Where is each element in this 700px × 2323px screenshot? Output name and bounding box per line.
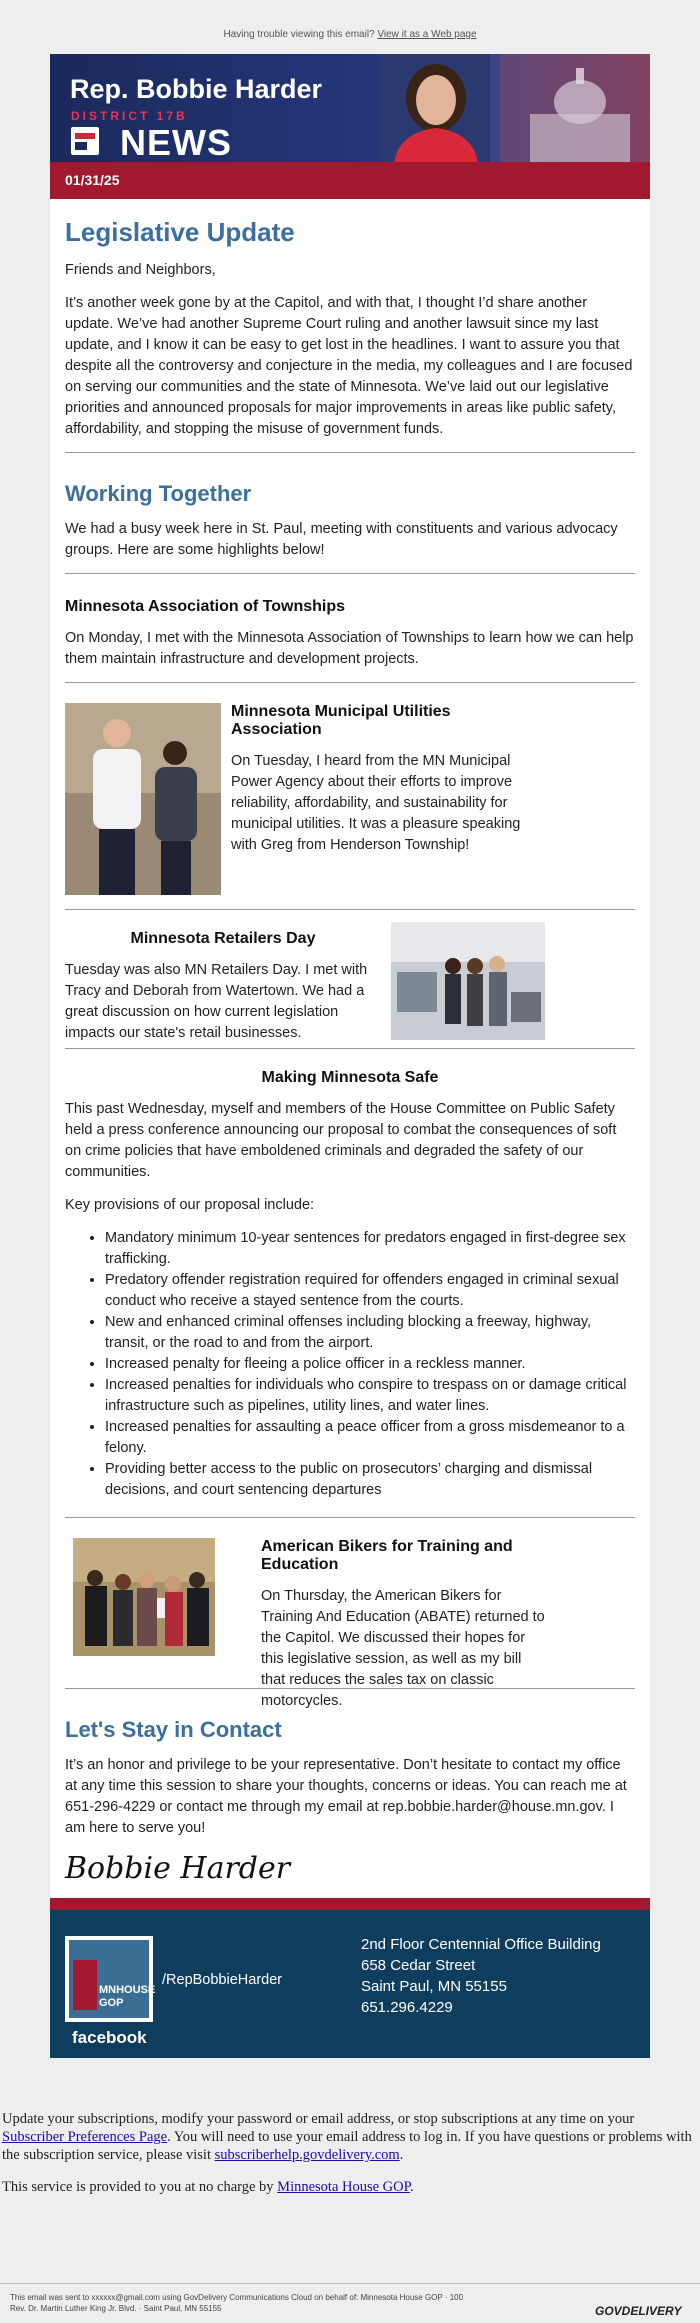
divider <box>65 909 635 910</box>
list-item: • Increased penalty for fleeing a police officer in a reckless manner. <box>105 1354 635 1375</box>
intro-body: It’s another week gone by at the Capitol, and with that, I thought I’d share another update. We’ve had another Supreme Court ruling and another lawsuit since my last update, and I know it can be easy to get lost in the headlines. I want to assure you that despite all the controversy and conjecture in the media, my colleagues and I are focused on serving our communities and the state of Minnesota. We’ve laid out our legislative priorities and announced proposals for major improvements in areas like public safety, affordability, and stopping the misuse of government funds. <box>65 295 633 437</box>
working-together-title: Working Together <box>65 481 252 506</box>
list-item: • Predatory offender registration required for offenders engaged in criminal sexual conduct who receive a stayed sentence from the courts. <box>105 1270 635 1312</box>
safe-title: Making Minnesota Safe <box>261 1069 439 1086</box>
legal-line: This email was sent to xxxxxx@gmail.com using GovDelivery Communications Cloud on behalf of: Minnesota House GOP · 100 <box>10 2293 464 2302</box>
legal-text <box>10 2292 463 2314</box>
govdelivery-logo[interactable]: GOVDELIVERY <box>595 2304 682 2318</box>
address-line: 658 Cedar Street <box>361 1957 476 1974</box>
news-label: NEWS <box>120 122 232 163</box>
footer <box>50 1898 650 2058</box>
address-line: Saint Paul, MN 55155 <box>361 1978 507 1995</box>
subscriber-help-link[interactable]: subscriberhelp.govdelivery.com <box>214 2147 400 2163</box>
header-banner <box>50 54 650 162</box>
newsletter-card <box>50 54 650 2058</box>
subscription-text <box>0 2110 700 2164</box>
divider <box>65 1517 635 1518</box>
web-page-link[interactable]: View it as a Web page <box>377 29 477 40</box>
list-item: • Increased penalties for assaulting a peace officer from a gross misdemeanor to a felony. <box>105 1417 635 1459</box>
service-text-1: This service is provided to you at no charge by <box>2 2179 274 2195</box>
minnesota-house-gop-link[interactable]: Minnesota House GOP <box>277 2179 411 2195</box>
bikers-section <box>65 1530 635 1709</box>
facebook-handle[interactable]: /RepBobbieHarder <box>162 1972 283 1988</box>
top-note <box>0 0 700 53</box>
legislative-update-title: Legislative Update <box>65 217 295 247</box>
list-item: • Mandatory minimum 10-year sentences for predators engaged in first-degree sex trafficking. <box>105 1228 635 1270</box>
divider <box>65 573 635 574</box>
divider <box>65 452 635 453</box>
divider <box>65 682 635 683</box>
district-label: DISTRICT 17B <box>71 109 188 123</box>
contact-body: It’s an honor and privilege to be your representative. Don’t hesitate to contact my office at any time this session to share your thoughts, concerns or ideas. You can reach me at 651-296-4229 or contact me through my email at rep.bobbie.harder@house.mn.gov. I am here to serve you! <box>65 1757 627 1836</box>
subscription-info <box>0 2110 700 2206</box>
issue-date: 01/31/25 <box>65 172 120 188</box>
list-item: • New and enhanced criminal offenses including blocking a freeway, highway, transit, or the road to and from the airport. <box>105 1312 635 1354</box>
contact-title: Let's Stay in Contact <box>65 1717 282 1742</box>
logo-text: MNHOUSE GOP <box>99 1984 156 2009</box>
service-text-end: . <box>410 2179 414 2195</box>
list-item: • Providing better access to the public on prosecutors’ charging and dismissal decisions, and court sentencing departures <box>105 1459 635 1501</box>
retailers-body: Tuesday was also MN Retailers Day. I met with Tracy and Deborah from Watertown. We had a great discussion on how current legislation impacts our state's retail businesses. <box>65 962 368 1041</box>
minnesota-flag-icon <box>71 127 99 155</box>
capitol-image <box>500 54 650 162</box>
greeting: Friends and Neighbors, <box>65 262 216 278</box>
working-together-body: We had a busy week here in St. Paul, meeting with constituents and various advocacy groups. Here are some highlights below! <box>65 521 618 558</box>
retailers-title: Minnesota Retailers Day <box>130 930 316 947</box>
bikers-body: On Thursday, the American Bikers for Training And Education (ABATE) returned to the Capitol. We discussed their hopes for this legislative session, as well as my bill that reduces the sales tax on classic motorcycles. <box>261 1588 545 1709</box>
utilities-photo <box>65 703 221 895</box>
bikers-title: American Bikers for Training and Education <box>261 1538 513 1573</box>
utilities-section <box>65 695 635 909</box>
divider <box>0 2283 700 2284</box>
subscriber-preferences-link[interactable]: Subscriber Preferences Page <box>2 2129 168 2145</box>
facebook-label[interactable]: facebook <box>72 2028 147 2047</box>
list-item: • Increased penalties for individuals who conspire to trespass on or damage critical infrastructure such as pipelines, utility lines, and water lines. <box>105 1375 635 1417</box>
bikers-photo <box>73 1538 215 1656</box>
legal-line: Rev. Dr. Martin Luther King Jr. Blvd. · Saint Paul, MN 55155 <box>10 2304 222 2313</box>
office-address <box>361 1934 601 2018</box>
phone-number: 651.296.4229 <box>361 1999 453 2016</box>
address-line: 2nd Floor Centennial Office Building <box>361 1936 601 1953</box>
portrait-photo <box>380 54 490 162</box>
content <box>50 217 650 1886</box>
top-note-text: Having trouble viewing this email? <box>223 29 375 40</box>
subscription-text-1: Update your subscriptions, modify your password or email address, or stop subscriptions at any time on your <box>2 2111 635 2127</box>
signature: Bobbie Harder <box>65 1851 291 1886</box>
townships-title: Minnesota Association of Townships <box>65 598 346 615</box>
townships-body: On Monday, I met with the Minnesota Association of Townships to learn how we can help them maintain infrastructure and development projects. <box>65 630 634 667</box>
retailers-photo <box>391 922 545 1040</box>
mnhouse-gop-logo[interactable] <box>65 1936 156 2022</box>
rep-name: Rep. Bobbie Harder <box>70 74 323 104</box>
retailers-section <box>65 922 635 1048</box>
date-bar <box>50 162 650 199</box>
subscription-text-3: . <box>399 2147 404 2163</box>
safe-provisions-list <box>65 1228 635 1501</box>
service-text <box>0 2178 700 2196</box>
utilities-title: Minnesota Municipal Utilities Association <box>231 703 451 738</box>
safe-list-intro: Key provisions of our proposal include: <box>65 1197 315 1213</box>
utilities-body: On Tuesday, I heard from the MN Municipal Power Agency about their efforts to improve reliability, affordability, and sustainability for municipal utilities. It was a pleasure speaking with Greg from Henderson Township! <box>231 753 521 853</box>
minnesota-shape-icon <box>73 1960 97 2010</box>
safe-body: This past Wednesday, myself and members of the House Committee on Public Safety held a press conference announcing our proposal to combat the consequences of soft on crime policies that have emboldened criminals and degraded the safety of our communities. <box>65 1101 617 1180</box>
subscription-text-2: . You will need to use your email address to log in. If you have questions or problems with the subscription service, please visit <box>2 2129 692 2163</box>
